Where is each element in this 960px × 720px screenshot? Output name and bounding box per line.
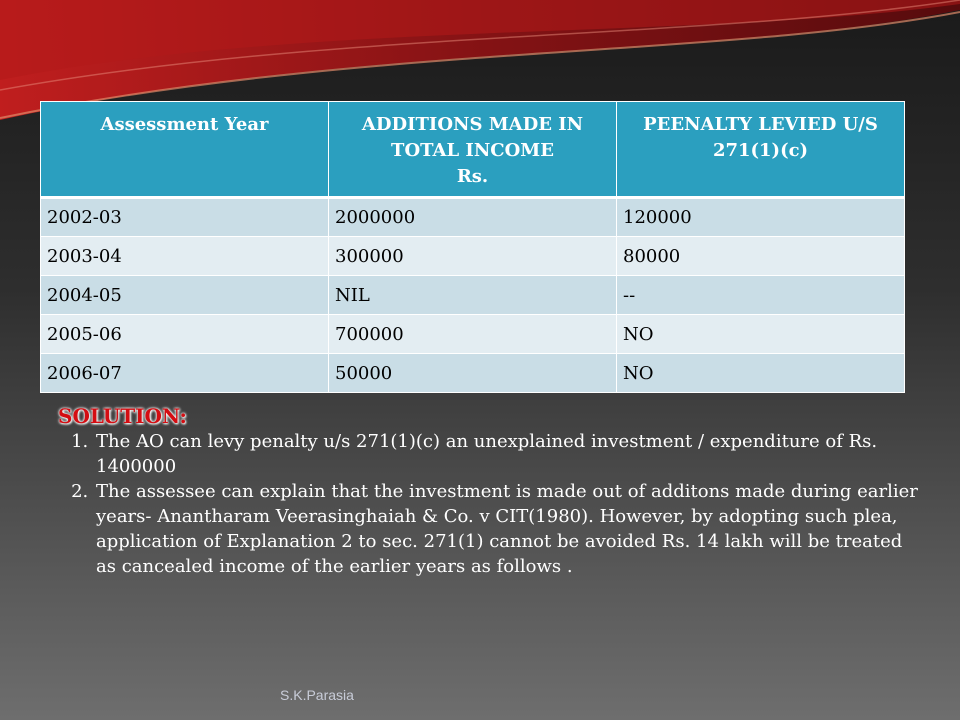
header-line: Rs. (456, 166, 489, 187)
cell-penalty: 120000 (617, 198, 905, 237)
assessment-table (40, 101, 905, 393)
header-line: 271(1)(c) (712, 140, 809, 161)
header-additions-made (329, 102, 617, 198)
solution-section (58, 403, 918, 579)
solution-list (58, 429, 918, 579)
header-line: ADDITIONS MADE IN (361, 114, 584, 135)
cell-penalty: 80000 (617, 237, 905, 276)
cell-additions: 2000000 (329, 198, 617, 237)
cell-additions: NIL (329, 276, 617, 315)
header-line: TOTAL INCOME (391, 140, 554, 161)
cell-year: 2003-04 (41, 237, 329, 276)
cell-penalty: NO (617, 354, 905, 393)
header-line: PEENALTY LEVIED U/S (643, 114, 878, 135)
solution-item: 1. The AO can levy penalty u/s 271(1)(c) an unexplained investment / expenditure of Rs. 1400000 (94, 429, 918, 479)
solution-heading: SOLUTION: (58, 404, 187, 428)
cell-year: 2002-03 (41, 198, 329, 237)
table-row (41, 354, 905, 393)
header-assessment-year (41, 102, 329, 198)
table-header-row (41, 102, 905, 198)
table-row (41, 315, 905, 354)
cell-year: 2004-05 (41, 276, 329, 315)
header-line: Assessment Year (100, 114, 269, 135)
table-row (41, 237, 905, 276)
cell-penalty: -- (617, 276, 905, 315)
cell-penalty: NO (617, 315, 905, 354)
cell-additions: 50000 (329, 354, 617, 393)
table-row (41, 276, 905, 315)
cell-additions: 300000 (329, 237, 617, 276)
header-penalty-levied (617, 102, 905, 198)
cell-year: 2005-06 (41, 315, 329, 354)
solution-item: 2. The assessee can explain that the investment is made out of additons made during earlier years- Anantharam Veerasinghaiah & Co. v CIT(1980). However, by adopting such plea, application of Explanation 2 to sec. 271(1) cannot be avoided Rs. 14 lakh will be treated as cancealed income of the earlier years as follows . (94, 479, 918, 579)
table-row (41, 198, 905, 237)
cell-year: 2006-07 (41, 354, 329, 393)
footer-author: S.K.Parasia (280, 687, 354, 703)
cell-additions: 700000 (329, 315, 617, 354)
